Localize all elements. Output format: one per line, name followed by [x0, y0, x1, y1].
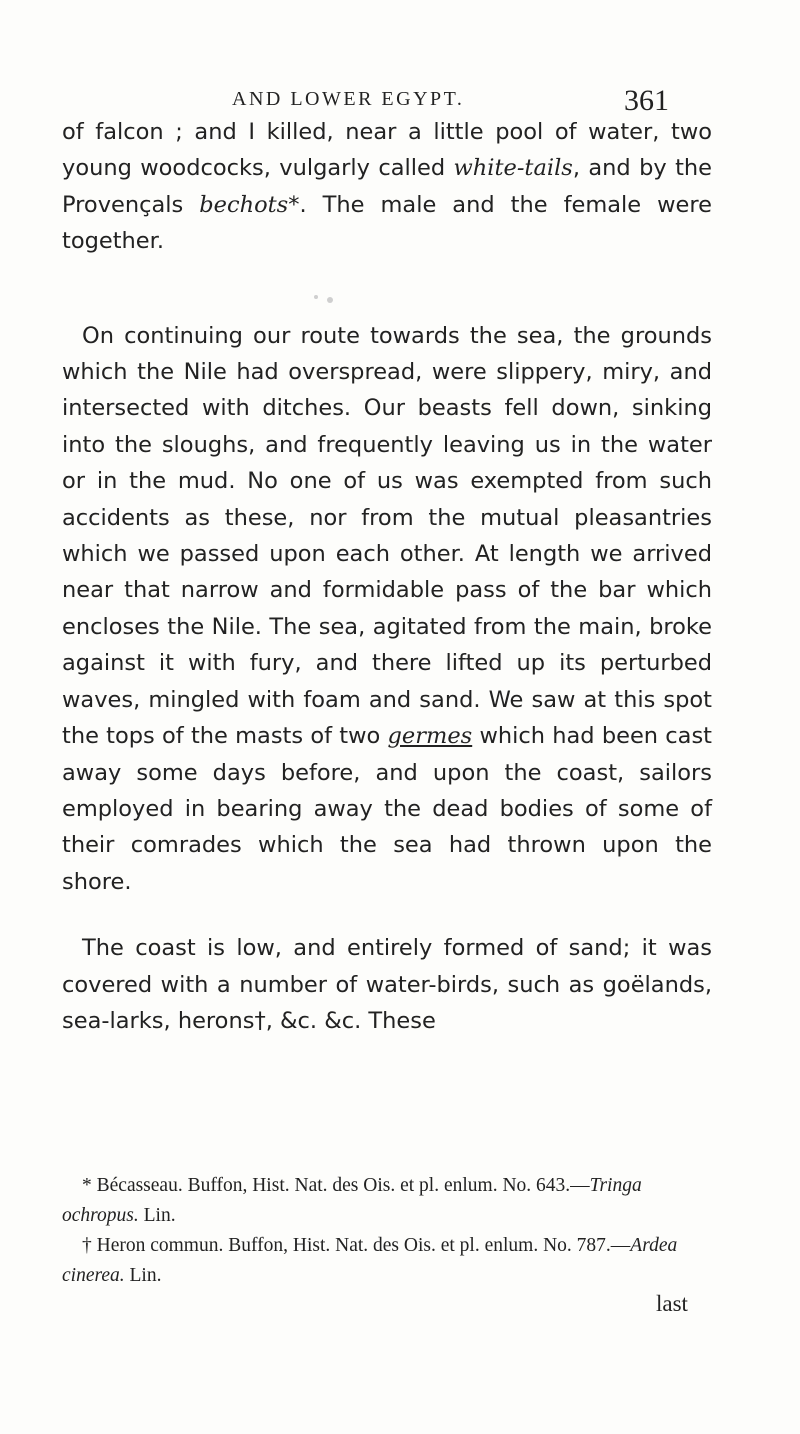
paper-spot — [314, 295, 318, 299]
catchword: last — [656, 1291, 688, 1316]
footnote-1-text: Bécasseau. Buffon, Hist. Nat. des Ois. et pl. enlum. No. 643.— — [91, 1175, 590, 1196]
footnote-1-end: Lin. — [138, 1205, 176, 1226]
footnotes — [62, 1171, 712, 1291]
paragraph-3-text-b: , &c. &c. These — [265, 1007, 436, 1034]
paragraph-1 — [62, 114, 712, 260]
footnote-1-latin-name: Tringa ochropus. — [62, 1175, 642, 1226]
footnote-1 — [62, 1171, 712, 1231]
running-title: AND LOWER EGYPT. — [232, 88, 465, 110]
paragraph-1-text-b: , and by the Provençals — [62, 155, 712, 218]
page-number: 361 — [624, 84, 669, 117]
footnote-2-text: Heron commun. Buffon, Hist. Nat. des Ois. et pl. enlum. No. 787.— — [91, 1235, 631, 1256]
footnote-2-latin-name: Ardea cinerea. — [62, 1235, 678, 1286]
paragraph-3-text-a: The coast is low, and entirely formed of sand; it was covered with a number of water-birds, such as goëlands, sea-larks, herons — [62, 935, 712, 1034]
paragraph-1-text-a: of falcon ; and I killed, near a little pool of water, two young woodcocks, vulgarly called — [62, 119, 712, 182]
footnote-1-mark: * — [82, 1175, 92, 1196]
footnote-2 — [62, 1231, 712, 1291]
paragraph-2-text-a: On continuing our route towards the sea, the grounds which the Nile had overspread, were slippery, miry, and intersected with ditches. Our beasts fell down, sinking into the sloughs, and frequently leaving us in the water or in the mud. No one of us was exempted from such accidents as these, nor from the mutual pleasantries which we passed upon each other. At length we arrived near that narrow and formidable pass of the bar which encloses the Nile. The sea, agitated from the main, broke against it with fury, and there lifted up its perturbed waves, mingled with foam and sand. We saw at this spot the tops of the masts of two — [62, 322, 712, 750]
paragraph-2 — [62, 318, 712, 901]
paper-spot — [327, 297, 333, 303]
term-bechots: bechots — [199, 191, 289, 218]
footnote-ref-1: * — [288, 191, 300, 218]
term-white-tails: white-tails — [453, 155, 573, 182]
paragraph-2-text-b: which had been cast away some days before, and upon the coast, sailors employed in bearing away the dead bodies of some of their comrades which the sea had thrown upon the shore. — [62, 723, 713, 895]
term-germes: germes — [387, 723, 473, 750]
paragraph-1-text-c: . The male and the female were together. — [62, 191, 712, 255]
footnote-2-end: Lin. — [124, 1265, 162, 1286]
footnote-2-mark: † — [82, 1235, 92, 1256]
paragraph-3 — [62, 930, 712, 1039]
footnote-ref-2: † — [254, 1007, 266, 1034]
body-text — [62, 114, 712, 1039]
